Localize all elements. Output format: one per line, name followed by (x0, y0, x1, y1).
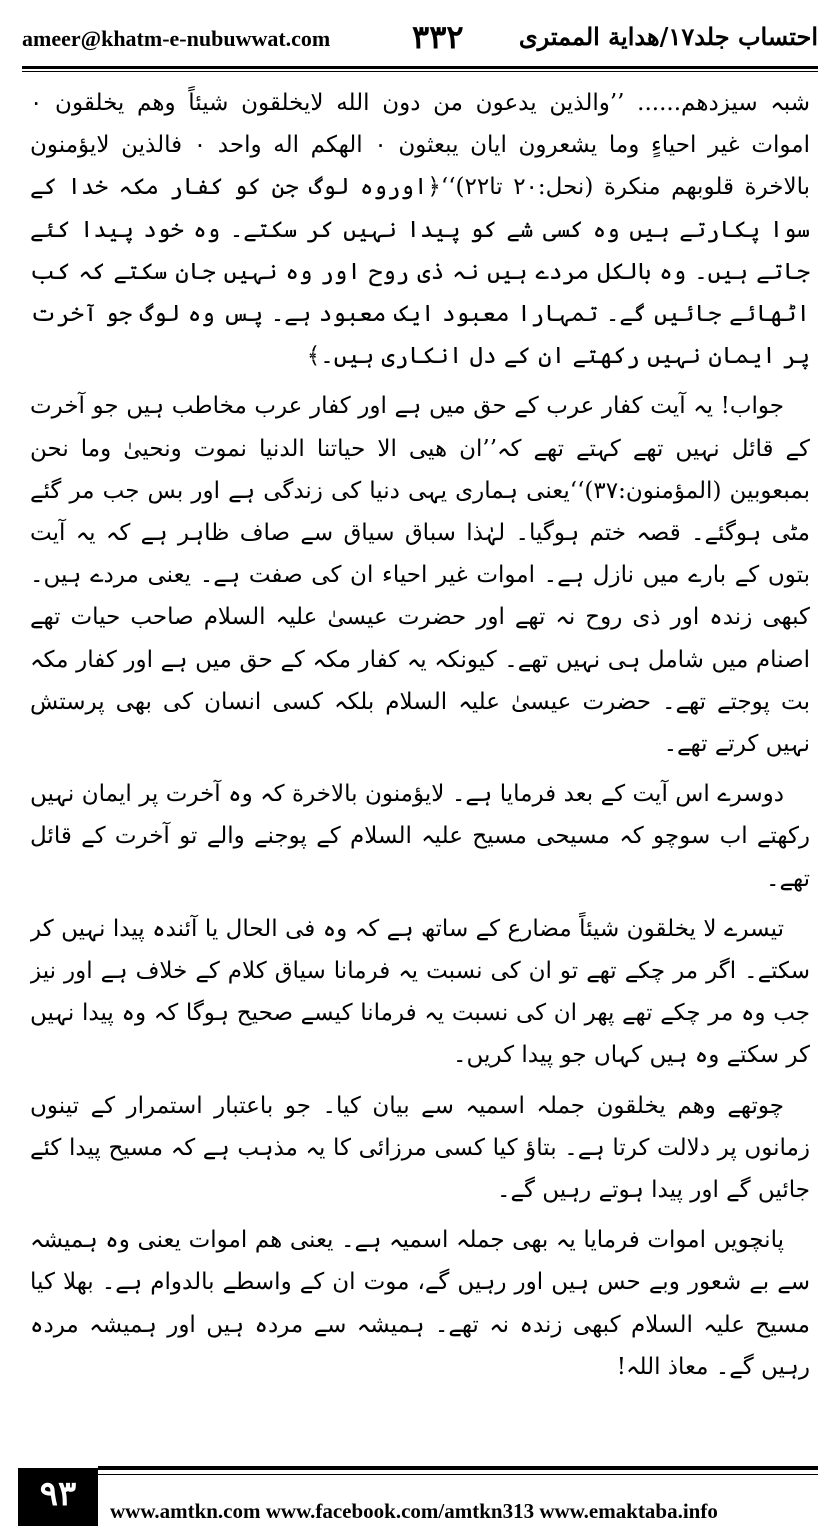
paragraph-second: دوسرے اس آیت کے بعد فرمایا ہے۔ لایؤمنون بالاخرة کہ وہ آخرت پر ایمان نہیں رکھتے اب سوچو کہ مسیحی مسیح علیہ السلام کے پوجنے والے تو آخرت کے قائل تھے۔ (30, 781, 810, 892)
paragraph-objection-13: شبہ سیزدھم...... ’’والذین یدعون من دون الله لایخلقون شیئاً وھم یخلقون ۰ اموات غیر احیاءٍ وما یشعرون ایان یبعثون ۰ الھکم اله واحد ۰ فالذین لایؤمنون بالاخرة قلوبھم منکرة (نحل:۲۰ تا۲۲)‘‘﴿اوروہ لوگ جن کو کفار مکہ خدا کے سوا پکارتے ہیں وہ کسی شے کو پیدا نہیں کر سکتے۔ وہ خود پیدا کئے جاتے ہیں۔ وہ بالکل مردے ہیں نہ ذی روح اور وہ نہیں جان سکتے کہ کب اٹھائے جائیں گے۔ تمہارا معبود ایک معبود ہے۔ پس وہ لوگ جو آخرت پر ایمان نہیں رکھتے ان کے دل انکاری ہیں۔﴾ (30, 90, 810, 370)
header-rule-thin (22, 71, 818, 72)
page-header (22, 18, 818, 62)
footer-page-index: ۹۳ (18, 1468, 98, 1526)
header-book-title: احتساب جلد۱۷/هدایة الممتری (518, 22, 818, 51)
footer-rule (98, 1466, 818, 1470)
page-body (30, 82, 810, 1440)
footer-websites: www.amtkn.com www.facebook.com/amtkn313 www.emaktaba.info (110, 1499, 718, 1523)
header-email: ameer@khatm-e-nubuwwat.com (22, 26, 331, 51)
header-page-number: ۳۳۲ (412, 18, 464, 56)
footer-rule-thin (98, 1474, 818, 1475)
header-rule (22, 66, 818, 69)
paragraph-third: تیسرے لا یخلقون شیئاً مضارع کے ساتھ ہے کہ وہ فی الحال یا آئندہ پیدا نہیں کر سکتے۔ اگر مر چکے تھے تو ان کی نسبت یہ فرمانا سیاق کلام کے خلاف ہے اور نیز جب وہ مر چکے تھے پھر ان کی نسبت یہ فرمانا کیسے صحیح ہوگا کہ وہ پیدا نہیں کر سکتے وہ ہیں کہاں جو پیدا کریں۔ (30, 915, 810, 1069)
paragraph-fifth: پانچویں اموات فرمایا یہ بھی جملہ اسمیہ ہے۔ یعنی ھم اموات یعنی وہ ہمیشہ سے بے شعور وبے حس ہیں اور رہیں گے، موت ان کے واسطے بالدوام ہے۔ بھلا کیا مسیح علیہ السلام کبھی زندہ نہ تھے۔ ہمیشہ سے مردہ ہیں اور ہمیشہ مردہ رہیں گے۔ معاذ اللہ! (30, 1227, 810, 1380)
page-footer (18, 1466, 818, 1526)
paragraph-fourth: چوتھے وھم یخلقون جملہ اسمیہ سے بیان کیا۔ جو باعتبار استمرار کے تینوں زمانوں پر دلالت کرتا ہے۔ بتاؤ کیا کسی مرزائی کا یہ مذہب ہے کہ مسیح پیدا کئے جائیں گے اور پیدا ہوتے رہیں گے۔ (30, 1092, 810, 1204)
paragraph-answer: جواب! یہ آیت کفار عرب کے حق میں ہے اور کفار عرب مخاطب ہیں جو آخرت کے قائل نہیں تھے کہتے تھے کہ’’ان ھیی الا حیاتنا الدنیا نموت ونحییٰ وما نحن بمبعوبین (المؤمنون:۳۷)‘‘یعنی ہماری یہی دنیا کی زندگی ہے اور بس جب مر گئے مٹی ہوگئے۔ قصہ ختم ہوگیا۔ لہٰذا سباق سیاق سے صاف ظاہر ہے کہ یہ آیت بتوں کے بارے میں نازل ہے۔ اموات غیر احیاء ان کی صفت ہے۔ یعنی مردے ہیں۔ کبھی زندہ اور ذی روح نہ تھے اور حضرت عیسیٰ علیہ السلام صاحب حیات تھے اصنام میں شامل ہی نہیں تھے۔ کیونکہ یہ کفار مکہ کے حق میں ہے اور کفار مکہ بت پوجتے تھے۔ حضرت عیسیٰ علیہ السلام بلکہ کسی انسان کی بھی پرستش نہیں کرتے تھے۔ (30, 393, 810, 758)
